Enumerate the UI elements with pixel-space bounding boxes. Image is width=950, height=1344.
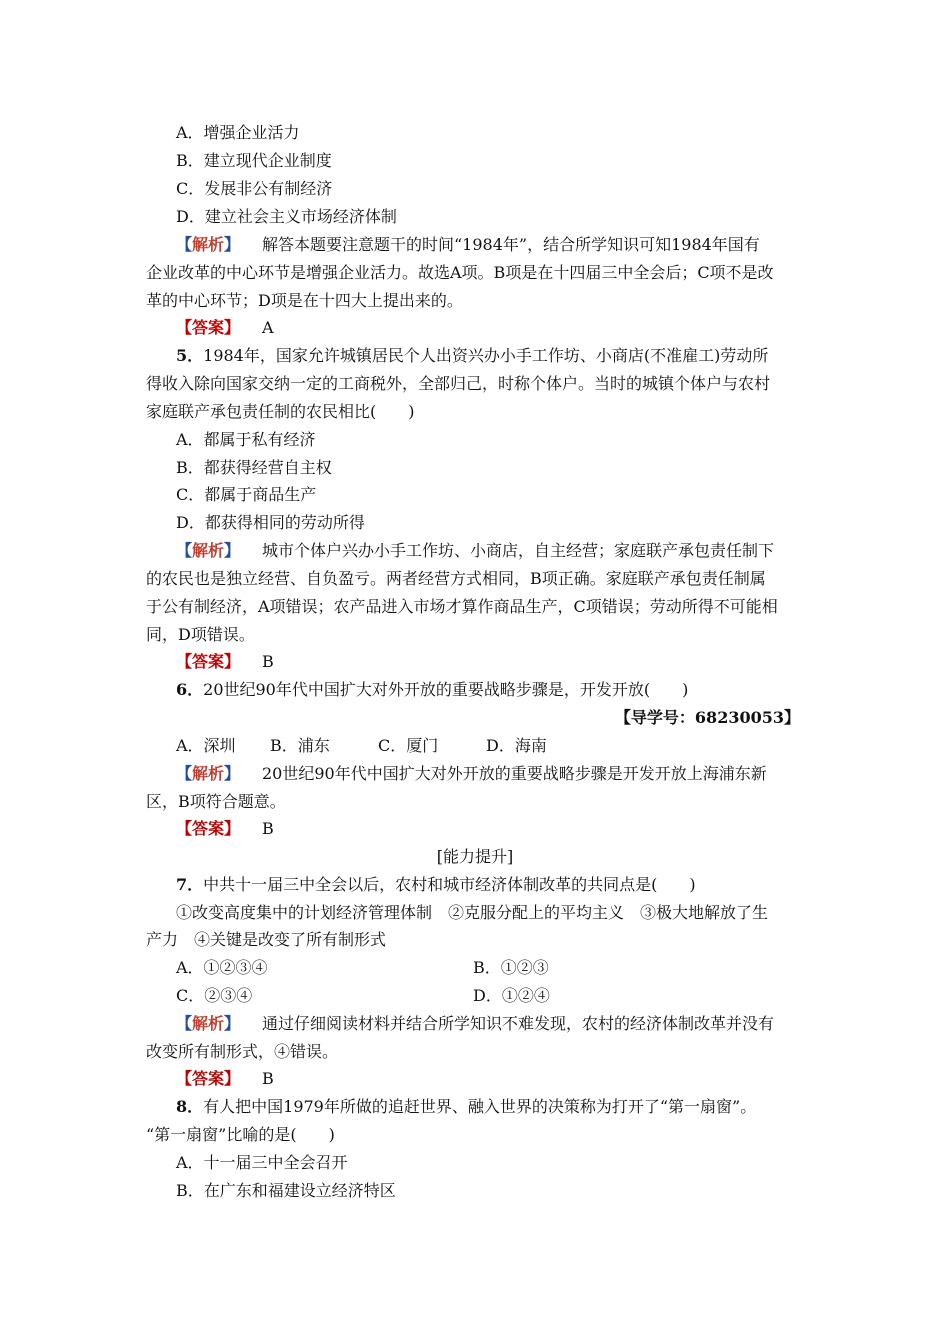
q5-stem-line-2: 得收入除向国家交纳一定的工商税外，全部归己，时称个体户。当时的城镇个体户与农村 xyxy=(146,374,771,393)
q5-option-b: B．都获得经营自主权 xyxy=(176,458,332,477)
q7-options-row-1 xyxy=(0,958,950,978)
q7-analysis-line-1: 【解析】 通过仔细阅读材料并结合所学知识不难发现，农村的经济体制改革并没有 xyxy=(176,1014,775,1033)
q4-analysis-line-1: 【解析】 解答本题要注意题干的时间“1984年”，结合所学知识可知1984年国有 xyxy=(176,235,760,254)
q6-option-d: D．海南 xyxy=(486,736,547,755)
q5-analysis-line-4: 同，D项错误。 xyxy=(146,625,255,644)
question-number: 6． xyxy=(176,680,204,699)
q5-option-c: C．都属于商品生产 xyxy=(176,485,317,504)
q4-analysis-line-3: 革的中心环节；D项是在十四大上提出来的。 xyxy=(146,291,463,310)
q4-option-d: D．建立社会主义市场经济体制 xyxy=(176,207,397,226)
analysis-tag: 【解析】 xyxy=(176,235,241,254)
q6-stem: 6．20世纪90年代中国扩大对外开放的重要战略步骤是，开发开放( ) xyxy=(176,680,689,699)
q5-stem-line-1: 5．1984年，国家允许城镇居民个人出资兴办小手工作坊、小商店(不准雇工)劳动所 xyxy=(176,346,769,365)
question-number: 8． xyxy=(176,1097,204,1116)
answer-tag: 【答案】 xyxy=(176,318,241,337)
answer-tag: 【答案】 xyxy=(176,1069,241,1088)
q6-options xyxy=(0,736,950,756)
analysis-tag: 【解析】 xyxy=(176,541,241,560)
q4-analysis-line-2: 企业改革的中心环节是增强企业活力。故选A项。B项是在十四届三中全会后；C项不是改 xyxy=(146,263,774,282)
q6-analysis-line-2: 区，B项符合题意。 xyxy=(146,792,286,811)
q5-analysis-line-3: 于公有制经济，A项错误；农产品进入市场才算作商品生产，C项错误；劳动所得不可能相 xyxy=(146,597,778,616)
question-number: 5． xyxy=(176,346,204,365)
section-title: [能力提升] xyxy=(436,847,514,866)
q7-stem: 7．中共十一届三中全会以后，农村和城市经济体制改革的共同点是( ) xyxy=(176,875,696,894)
q7-answer: 【答案】 B xyxy=(176,1069,274,1088)
q7-option-a: A．①②③④ xyxy=(176,958,268,977)
q8-stem-line-1: 8．有人把中国1979年所做的追赶世界、融入世界的决策称为打开了“第一扇窗”。 xyxy=(176,1097,757,1116)
q4-answer: 【答案】 A xyxy=(176,318,274,337)
q7-option-c: C．②③④ xyxy=(176,986,253,1005)
answer-tag: 【答案】 xyxy=(176,819,241,838)
q7-options-row-2 xyxy=(0,986,950,1006)
q5-answer: 【答案】 B xyxy=(176,652,274,671)
q6-option-c: C．厦门 xyxy=(378,736,439,755)
q7-items-line-2: 产力 ④关键是改变了所有制形式 xyxy=(146,930,387,949)
q5-stem-line-3: 家庭联产承包责任制的农民相比( ) xyxy=(146,402,415,421)
q6-answer: 【答案】 B xyxy=(176,819,274,838)
q7-analysis-line-2: 改变所有制形式，④错误。 xyxy=(146,1042,339,1061)
q8-stem-line-2: “第一扇窗”比喻的是( ) xyxy=(146,1125,335,1144)
q8-option-b: B．在广东和福建设立经济特区 xyxy=(176,1181,396,1200)
q6-analysis-line-1: 【解析】 20世纪90年代中国扩大对外开放的重要战略步骤是开发开放上海浦东新 xyxy=(176,764,767,783)
q7-items-line-1: ①改变高度集中的计划经济管理体制 ②克服分配上的平均主义 ③极大地解放了生 xyxy=(176,903,769,922)
q7-option-d: D．①②④ xyxy=(473,986,550,1005)
q8-option-a: A．十一届三中全会召开 xyxy=(176,1153,348,1172)
q5-option-a: A．都属于私有经济 xyxy=(176,430,316,449)
question-number: 7． xyxy=(176,875,204,894)
guide-number: 【导学号：68230053】 xyxy=(614,708,800,727)
q6-option-a: A．深圳 xyxy=(176,736,236,755)
q4-option-a: A．增强企业活力 xyxy=(176,123,300,142)
q6-option-b: B．浦东 xyxy=(270,736,330,755)
q5-option-d: D．都获得相同的劳动所得 xyxy=(176,513,365,532)
q7-option-b: B．①②③ xyxy=(473,958,549,977)
analysis-tag: 【解析】 xyxy=(176,764,241,783)
q4-option-b: B．建立现代企业制度 xyxy=(176,151,332,170)
analysis-tag: 【解析】 xyxy=(176,1014,241,1033)
q5-analysis-line-2: 的农民也是独立经营、自负盈亏。两者经营方式相同，B项正确。家庭联产承包责任制属 xyxy=(146,569,766,588)
q4-option-c: C．发展非公有制经济 xyxy=(176,179,333,198)
answer-tag: 【答案】 xyxy=(176,652,241,671)
q5-analysis-line-1: 【解析】 城市个体户兴办小手工作坊、小商店，自主经营；家庭联产承包责任制下 xyxy=(176,541,775,560)
